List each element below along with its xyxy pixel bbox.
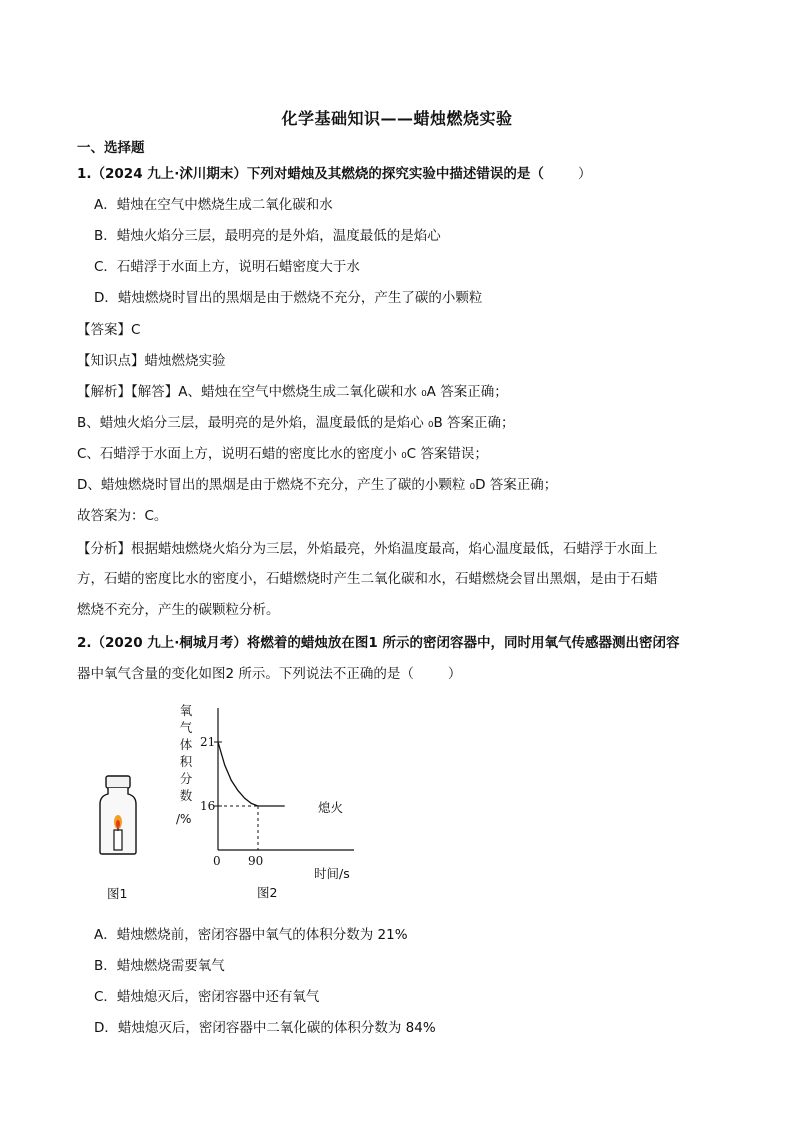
- q1-stem-text: 1.（2024 九上·沭川期末）下列对蜡烛及其燃烧的探究实验中描述错误的是（: [77, 166, 544, 182]
- q2-option-a: A．蜡烛燃烧前，密闭容器中氧气的体积分数为 21%: [94, 927, 408, 943]
- q1-fenxi-line: 方，石蜡的密度比水的密度小，石蜡燃烧时产生二氧化碳和水，石蜡燃烧会冒出黑烟，是由于石蜡: [77, 571, 658, 587]
- page-title: 化学基础知识——蜡烛燃烧实验: [281, 109, 513, 128]
- q2-option-b: B．蜡烛燃烧需要氧气: [94, 958, 225, 974]
- q1-fenxi-line: 燃烧不充分，产生的碳颗粒分析。: [77, 602, 280, 618]
- q1-stem: [77, 164, 591, 184]
- section-heading: 一、选择题: [77, 140, 145, 156]
- q1-option-a: A．蜡烛在空气中燃烧生成二氧化碳和水: [94, 197, 333, 213]
- q1-analysis-line: D、蜡烛燃烧时冒出的黑烟是由于燃烧不充分，产生了碳的小颗粒 ₀D 答案正确；: [77, 477, 558, 493]
- q1-knowledge: [77, 351, 226, 371]
- q1-answer: [77, 320, 140, 340]
- fig1-label: 图1: [107, 886, 128, 901]
- y-label-char: 积: [179, 754, 193, 769]
- q1-stem-close: ）: [577, 166, 592, 182]
- knowledge-value: 蜡烛燃烧实验: [144, 353, 226, 369]
- y-label-char: 体: [179, 737, 193, 752]
- q2-stem-close: ）: [447, 666, 462, 682]
- q2-stem-line: 2.（2020 九上·桐城月考）将燃着的蜡烛放在图1 所示的密闭容器中，同时用氧气传感器测出密闭容: [77, 635, 680, 651]
- q2-option-d: D．蜡烛熄灭后，密闭容器中二氧化碳的体积分数为 84%: [94, 1020, 436, 1036]
- q1-option-d: D．蜡烛燃烧时冒出的黑烟是由于燃烧不充分，产生了碳的小颗粒: [94, 290, 483, 306]
- curve-annotation: 熄火: [318, 800, 344, 815]
- oxygen-series-line: [218, 742, 285, 806]
- q1-analysis-line: B、蜡烛火焰分三层，最明亮的是外焰，温度最低的是焰心 ₀B 答案正确；: [77, 415, 515, 431]
- q2-stem-text: 器中氧气含量的变化如图2 所示。下列说法不正确的是（: [77, 666, 414, 682]
- y-label-char: 氧: [179, 703, 193, 718]
- y-tick-21: 21: [200, 735, 216, 749]
- origin-label: 0: [213, 854, 221, 868]
- q1-analysis-line: 【解析】【解答】A、蜡烛在空气中燃烧生成二氧化碳和水 ₀A 答案正确；: [77, 384, 508, 400]
- y-axis-unit: /%: [176, 812, 192, 826]
- q2-stem-line-2: [77, 664, 461, 684]
- fig2-label: 图2: [257, 885, 278, 900]
- y-label-char: 气: [179, 720, 193, 735]
- q2-option-c: C．蜡烛熄灭后，密闭容器中还有氧气: [94, 989, 320, 1005]
- y-tick-16: 16: [200, 799, 216, 813]
- q1-option-c: C．石蜡浮于水面上方，说明石蜡密度大于水: [94, 259, 360, 275]
- q1-option-b: B．蜡烛火焰分三层，最明亮的是外焰，温度最低的是焰心: [94, 228, 441, 244]
- q2-figure: [90, 698, 390, 908]
- x-axis-label: 时间/s: [314, 866, 350, 881]
- q1-analysis-line: 故答案为：C。: [77, 508, 168, 524]
- answer-tag: 【答案】: [77, 322, 131, 338]
- knowledge-tag: 【知识点】: [77, 353, 145, 369]
- q1-fenxi-line: 【分析】根据蜡烛燃烧火焰分为三层，外焰最亮，外焰温度最高，焰心温度最低，石蜡浮于水面上: [77, 541, 658, 557]
- y-label-char: 分: [179, 771, 193, 786]
- q1-analysis-line: C、石蜡浮于水面上方，说明石蜡的密度比水的密度小 ₀C 答案错误；: [77, 446, 488, 462]
- answer-value: C: [131, 322, 141, 338]
- x-tick-90: 90: [248, 854, 264, 868]
- y-label-char: 数: [179, 788, 193, 803]
